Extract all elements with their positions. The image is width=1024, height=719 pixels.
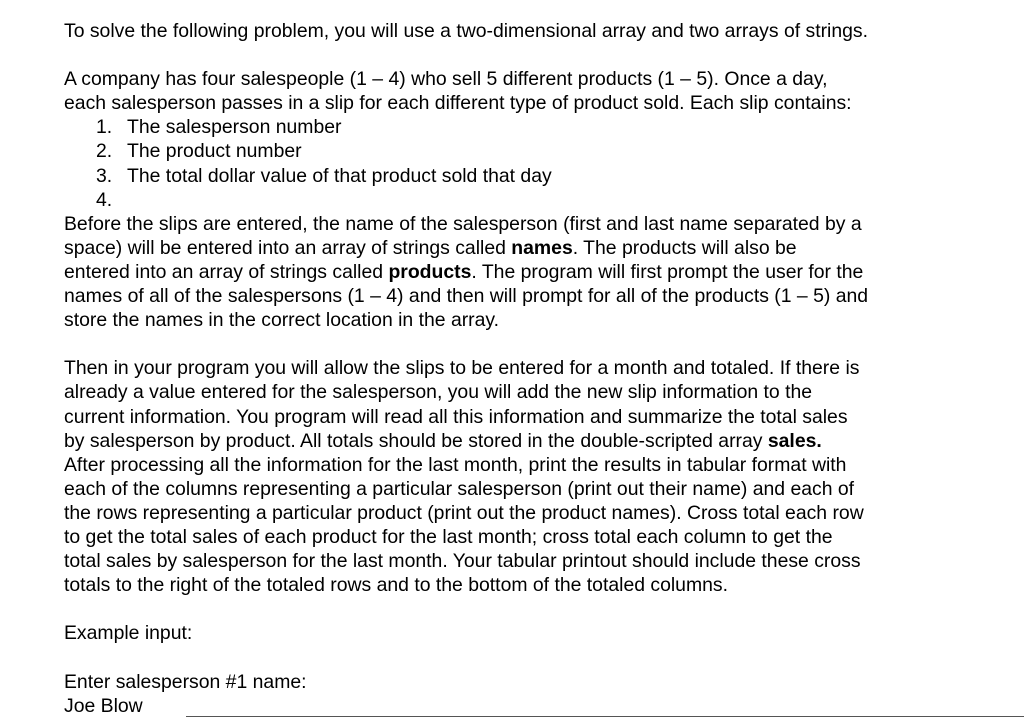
names-paragraph-line [64,260,964,284]
list-item-number: 2. [96,140,113,163]
sales-array-term: sales. [767,429,822,452]
list-item-text: The product number [127,140,302,163]
example-heading: Example input: [64,622,193,645]
list-item [64,115,964,139]
names-paragraph-line: Before the slips are entered, the name of the salesperson (first and last name separated by a [64,212,862,235]
page-bottom-divider [186,716,1024,717]
document-page [64,19,964,718]
slips-paragraph-line: already a value entered for the salesperson, you will add the new slip information to the [64,381,813,404]
list-item [64,188,964,212]
list-item-number: 1. [96,116,113,139]
text-run: . The program will first prompt the user for the [471,260,864,283]
names-paragraph-line: names of all of the salespersons (1 – 4) and then will prompt for all of the products (1 – 5) and [64,285,869,308]
text-run: by salesperson by product. All totals should be stored in the double-scripted array [64,429,768,452]
list-item-text: The total dollar value of that product sold that day [127,164,552,187]
problem-text-line: each salesperson passes in a slip for each different type of product sold. Each slip contains: [64,92,852,115]
spacer [64,332,964,356]
text-run: entered into an array of strings called [64,260,389,283]
slips-paragraph-line: to get the total sales of each product for the last month; cross total each column to get the [64,525,833,548]
list-item-number: 4. [96,188,113,211]
names-array-term: names [511,236,573,259]
names-paragraph-line [64,236,964,260]
list-item [64,164,964,188]
slips-paragraph-line: After processing all the information for the last month, print the results in tabular format with [64,453,847,476]
spacer [64,43,964,67]
products-array-term: products [388,260,472,283]
spacer [64,645,964,669]
text-run: space) will be entered into an array of strings called [64,236,512,259]
text-run: . The products will also be [572,236,797,259]
list-item [64,139,964,163]
intro-text: To solve the following problem, you will use a two-dimensional array and two arrays of strings. [64,20,869,42]
slips-paragraph-line: current information. You program will read all this information and summarize the total sales [64,405,848,428]
example-prompt: Enter salesperson #1 name: [64,670,307,693]
example-answer: Joe Blow [64,694,143,717]
names-paragraph-line: store the names in the correct location in the array. [64,309,500,332]
slips-paragraph-line: total sales by salesperson for the last month. Your tabular printout should include these cross [64,550,861,573]
slips-paragraph-line: the rows representing a particular product (print out the product names). Cross total each row [64,501,864,524]
slips-paragraph-line: each of the columns representing a particular salesperson (print out their name) and each of [64,477,855,500]
list-item-number: 3. [96,164,113,187]
slip-contents-list [64,115,964,211]
slips-paragraph-line: totals to the right of the totaled rows and to the bottom of the totaled columns. [64,574,728,597]
spacer [64,597,964,621]
slips-paragraph-line [64,429,964,453]
list-item-text: The salesperson number [127,116,342,139]
problem-text-line: A company has four salespeople (1 – 4) who sell 5 different products (1 – 5). Once a day, [64,68,828,91]
slips-paragraph-line: Then in your program you will allow the slips to be entered for a month and totaled. If there is [64,357,860,380]
